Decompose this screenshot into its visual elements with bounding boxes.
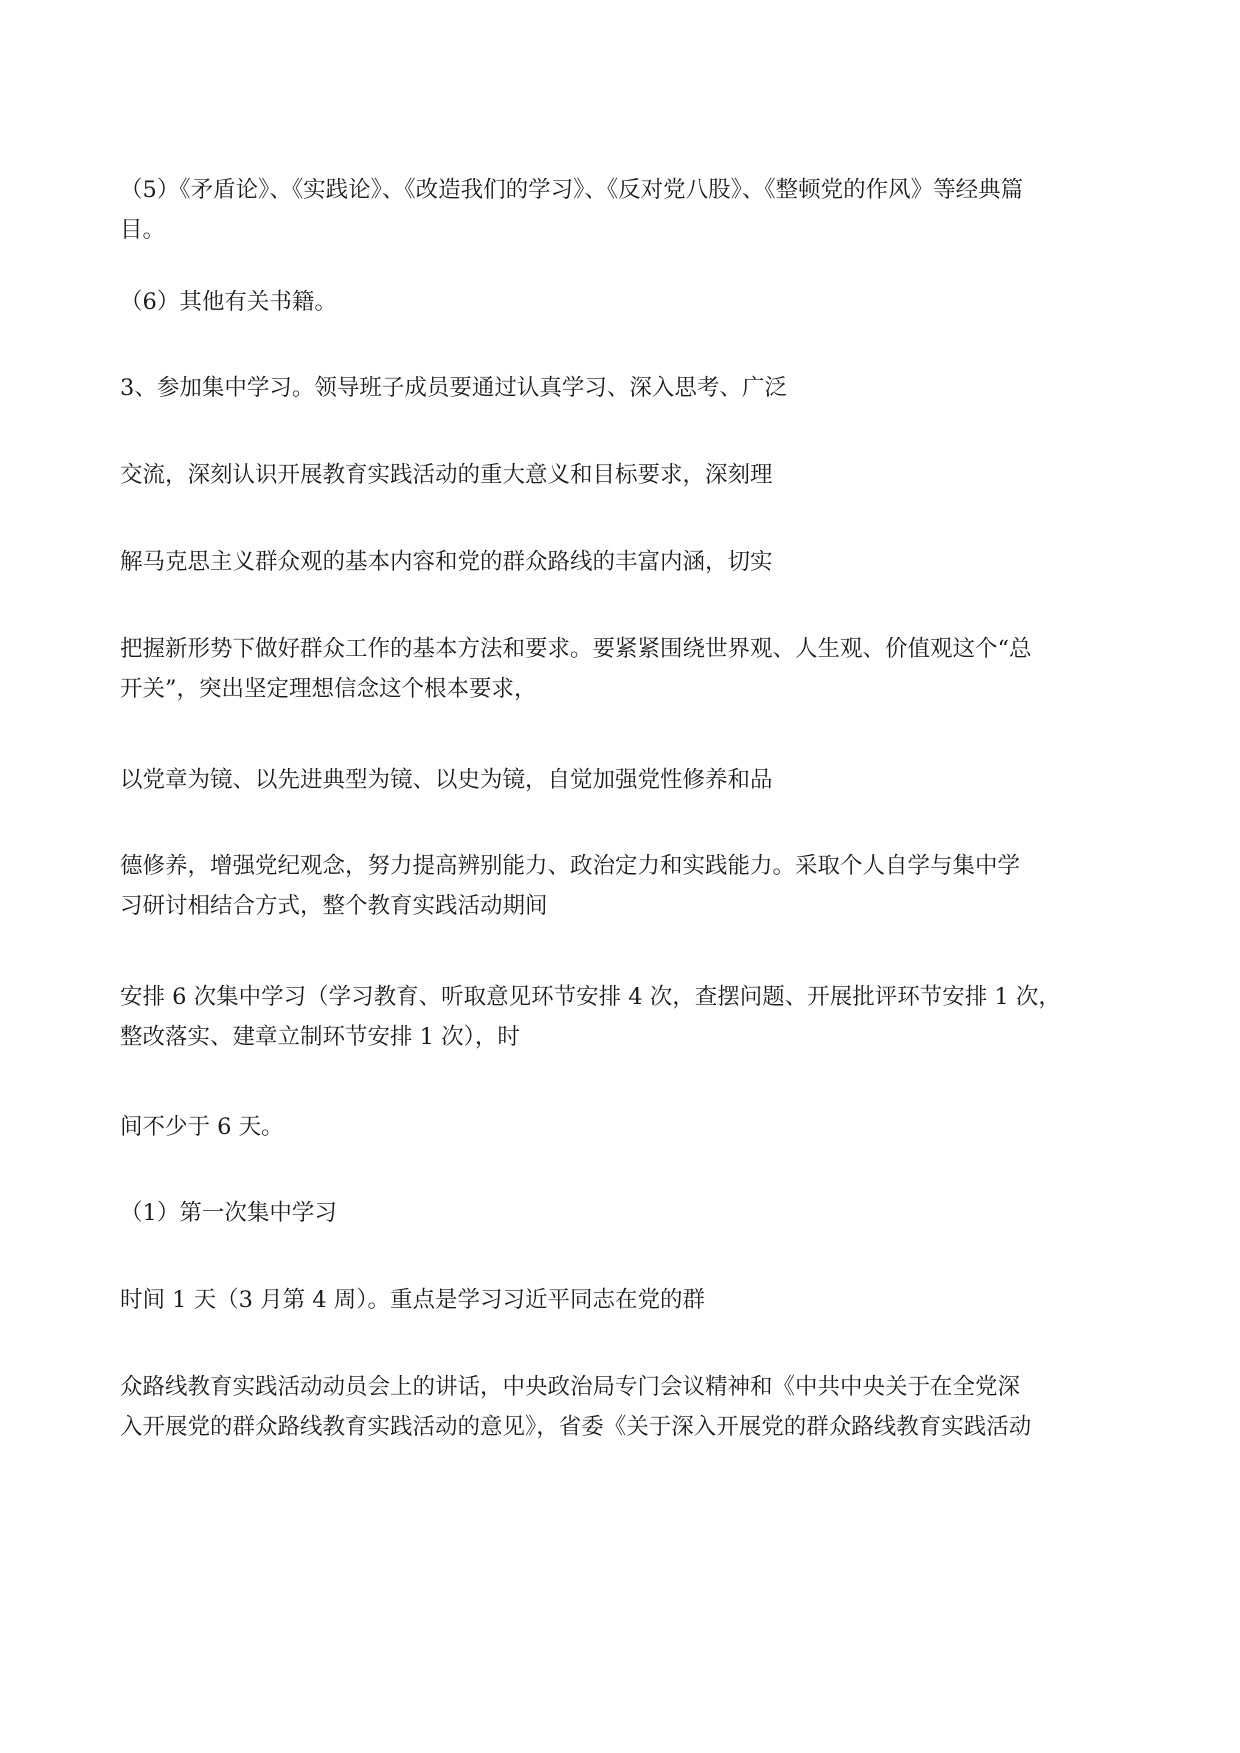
text-line: 整改落实、建章立制环节安排 1 次），时 <box>120 1024 520 1050</box>
text-line: 以党章为镜、以先进典型为镜、以史为镜，自觉加强党性修养和品 <box>120 767 773 793</box>
text-line: 把握新形势下做好群众工作的基本方法和要求。要紧紧围绕世界观、人生观、价值观这个“总 <box>120 636 1032 662</box>
text-line: （6）其他有关书籍。 <box>120 289 337 315</box>
text-line: 入开展党的群众路线教育实践活动的意见》，省委《关于深入开展党的群众路线教育实践活动 <box>120 1414 1032 1440</box>
paragraph-first-study-time <box>120 1280 1130 1320</box>
paragraph-moral <box>120 846 1130 926</box>
text-line: 交流，深刻认识开展教育实践活动的重大意义和目标要求，深刻理 <box>120 462 773 488</box>
text-line: 众路线教育实践活动动员会上的讲话，中央政治局专门会议精神和《中共中央关于在全党深 <box>120 1374 1021 1400</box>
paragraph-other-books <box>120 282 1130 322</box>
paragraph-grasp <box>120 629 1130 709</box>
text-line: 目。 <box>120 217 166 243</box>
paragraph-mass-line <box>120 1367 1130 1447</box>
paragraph-classic-texts <box>120 170 1130 250</box>
text-line: 间不少于 6 天。 <box>120 1114 284 1140</box>
text-line: 时间 1 天（3 月第 4 周）。重点是学习习近平同志在党的群 <box>120 1287 705 1313</box>
text-line: 安排 6 次集中学习（学习教育、听取意见环节安排 4 次，查摆问题、开展批评环节安排 1 次， <box>120 984 1061 1010</box>
paragraph-centralized-study <box>120 368 1130 408</box>
paragraph-mirror <box>120 760 1130 800</box>
paragraph-first-study-heading <box>120 1193 1130 1233</box>
text-line: 开关”，突出坚定理想信念这个根本要求， <box>120 676 537 702</box>
text-line: （1）第一次集中学习 <box>120 1200 337 1226</box>
text-line: （5）《矛盾论》、《实践论》、《改造我们的学习》、《反对党八股》、《整顿党的作风》等经典篇 <box>120 177 1024 203</box>
paragraph-exchange <box>120 455 1130 495</box>
paragraph-understand <box>120 542 1130 582</box>
text-line: 3、参加集中学习。领导班子成员要通过认真学习、深入思考、广泛 <box>120 375 787 401</box>
text-line: 习研讨相结合方式，整个教育实践活动期间 <box>120 893 548 919</box>
paragraph-duration <box>120 1107 1130 1147</box>
text-line: 解马克思主义群众观的基本内容和党的群众路线的丰富内涵，切实 <box>120 549 773 575</box>
text-line: 德修养，增强党纪观念，努力提高辨别能力、政治定力和实践能力。采取个人自学与集中学 <box>120 853 1021 879</box>
paragraph-schedule <box>120 977 1130 1057</box>
